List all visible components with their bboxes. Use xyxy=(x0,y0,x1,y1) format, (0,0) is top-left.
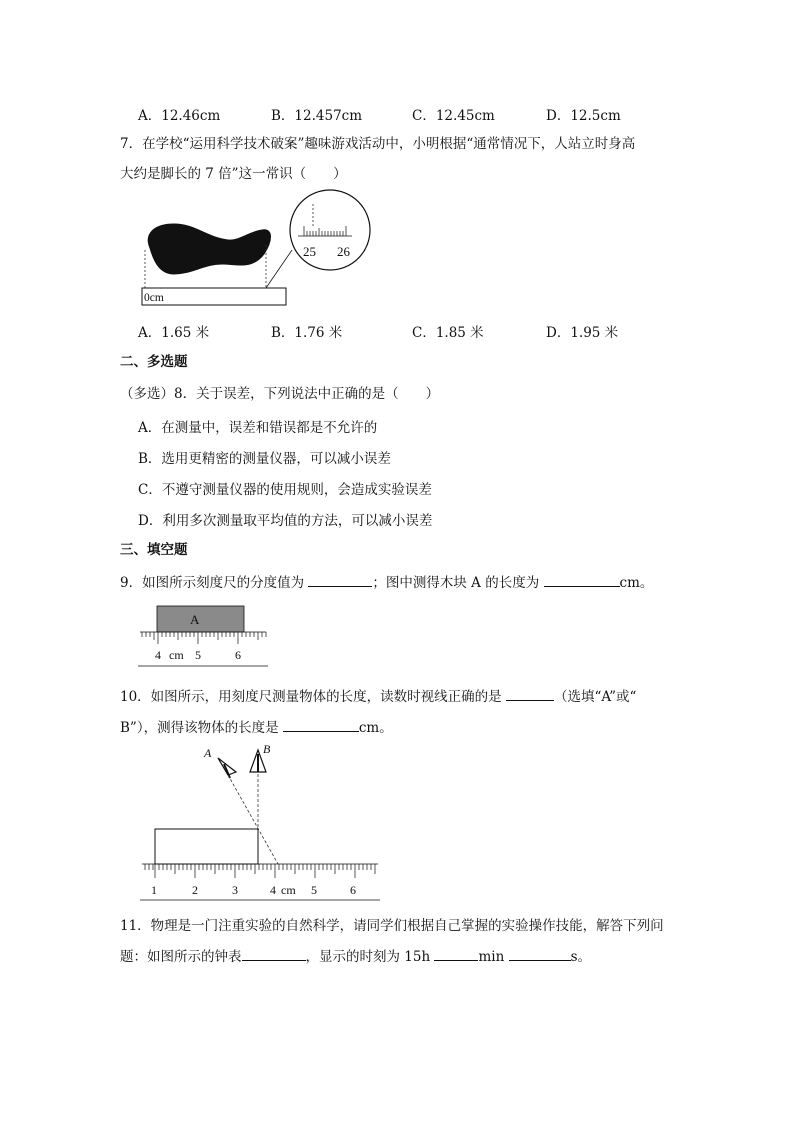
q9-blank-length[interactable] xyxy=(544,572,620,587)
section-multiple-choice-title: 二、多选题 xyxy=(120,354,188,370)
q10-blank-sightline[interactable] xyxy=(506,686,554,701)
q10-ruler-figure xyxy=(140,742,385,902)
q6-option-c: C．12.45cm xyxy=(412,108,495,124)
q7-option-c: C．1.85 米 xyxy=(412,325,484,341)
q9-stem xyxy=(120,572,653,593)
q9-text-3: cm。 xyxy=(619,575,654,591)
ruler-label-5: 5 xyxy=(195,648,201,662)
q10-stem-line2 xyxy=(120,717,393,738)
q7-option-a: A．1.65 米 xyxy=(138,325,210,341)
q9-ruler-figure xyxy=(138,604,272,670)
ruler-tick-4: 4 xyxy=(270,883,276,897)
ruler-tick-5: 5 xyxy=(311,883,317,897)
section-fill-blank-title: 三、填空题 xyxy=(120,542,188,558)
ruler-zero-label: 0cm xyxy=(144,292,164,304)
q10-text-3: B”），测得该物体的长度是 xyxy=(120,720,283,736)
wood-block-a xyxy=(157,606,244,632)
magnifier-label-25: 25 xyxy=(303,244,316,259)
ruler-label-6: 6 xyxy=(235,648,241,662)
ruler-tick-2: 2 xyxy=(192,883,198,897)
q6-option-b: B．12.457cm xyxy=(271,108,363,124)
q9-text-1: 9．如图所示刻度尺的分度值为 xyxy=(120,575,309,591)
measured-object xyxy=(155,829,258,864)
q11-text-4: s。 xyxy=(570,949,592,965)
ruler-tick-1: 1 xyxy=(151,883,157,897)
q8-option-b: B．选用更精密的测量仪器，可以减小误差 xyxy=(138,451,391,467)
q6-option-d: D．12.5cm xyxy=(546,108,621,124)
q11-blank-minutes[interactable] xyxy=(434,946,478,961)
q10-text-1: 10．如图所示，用刻度尺测量物体的长度，读数时视线正确的是 xyxy=(120,689,506,705)
q7-stem-line2: 大约是脚长的 7 倍”这一常识（ ） xyxy=(120,166,347,182)
q8-option-a: A．在测量中，误差和错误都是不允许的 xyxy=(138,420,378,436)
q9-blank-division[interactable] xyxy=(308,572,372,587)
ruler-tick-6: 6 xyxy=(350,883,356,897)
ruler-label-4: 4 xyxy=(155,648,161,662)
ruler-label-unit: cm xyxy=(169,648,184,662)
q10-text-2: （选填“A”或“ xyxy=(553,689,637,705)
q10-blank-length[interactable] xyxy=(283,717,359,732)
q11-blank-seconds[interactable] xyxy=(509,946,571,961)
wood-block-label: A xyxy=(190,612,200,627)
footprint-shape xyxy=(148,224,270,274)
q10-stem-line1 xyxy=(120,686,636,707)
eye-b-label: B xyxy=(263,742,271,756)
ruler-unit: cm xyxy=(281,883,296,897)
q7-footprint-figure xyxy=(140,190,360,310)
q7-stem-line1: 7．在学校“运用科学技术破案”趣味游戏活动中，小明根据“通常情况下，人站立时身高 xyxy=(120,136,636,152)
eye-a-label: A xyxy=(204,746,212,760)
q8-stem: （多选）8．关于误差，下列说法中正确的是（ ） xyxy=(120,386,440,402)
q11-stem-line1: 11．物理是一门注重实验的自然科学，请同学们根据自己掌握的实验操作技能，解答下列问 xyxy=(120,918,664,934)
q11-blank-clock[interactable] xyxy=(242,946,306,961)
q11-stem-line2 xyxy=(120,946,591,967)
eye-a-icon xyxy=(218,758,236,778)
q8-option-d: D．利用多次测量取平均值的方法，可以减小误差 xyxy=(138,513,433,529)
q11-text-2: ，显示的时刻为 15h xyxy=(305,949,435,965)
magnifier-circle xyxy=(290,190,370,270)
q8-option-c: C．不遵守测量仪器的使用规则，会造成实验误差 xyxy=(138,482,432,498)
q6-option-a: A．12.46cm xyxy=(138,108,221,124)
q10-text-4: cm。 xyxy=(358,720,393,736)
q9-text-2: ；图中测得木块 A 的长度为 xyxy=(372,575,544,591)
ruler-tick-3: 3 xyxy=(232,883,238,897)
magnifier-label-26: 26 xyxy=(337,244,350,259)
q11-text-3: min xyxy=(478,949,509,965)
q11-text-1: 题：如图所示的钟表 xyxy=(120,949,242,965)
q7-option-d: D．1.95 米 xyxy=(546,325,619,341)
q7-option-b: B．1.76 米 xyxy=(271,325,343,341)
